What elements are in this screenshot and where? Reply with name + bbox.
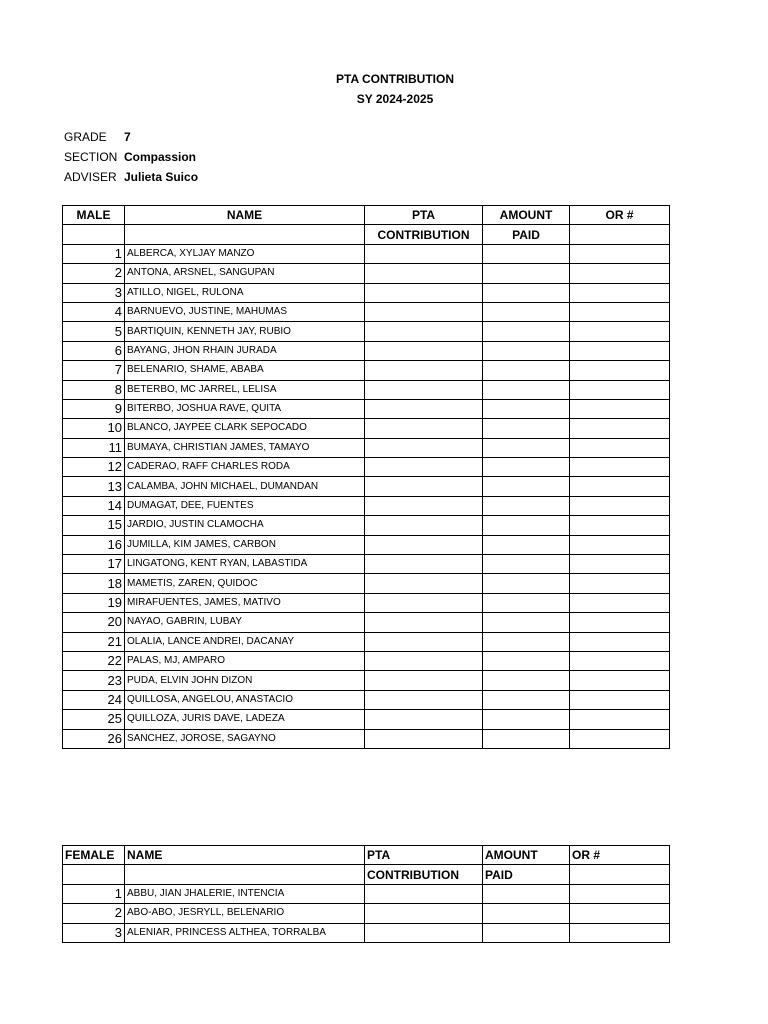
amount-paid-cell[interactable]	[483, 283, 570, 302]
amount-paid-cell[interactable]	[483, 904, 570, 923]
row-number: 5	[63, 322, 125, 341]
or-number-cell[interactable]	[570, 341, 670, 360]
grade-value: 7	[124, 130, 131, 144]
student-name: CALAMBA, JOHN MICHAEL, DUMANDAN	[125, 477, 365, 496]
or-number-cell[interactable]	[570, 555, 670, 574]
pta-contribution-cell[interactable]	[365, 380, 483, 399]
amount-paid-cell[interactable]	[483, 380, 570, 399]
table-row	[63, 671, 670, 690]
grade-label: GRADE	[64, 130, 107, 144]
table-row	[63, 535, 670, 554]
header-pta: CONTRIBUTION	[365, 225, 483, 244]
header-group	[63, 865, 125, 884]
header-amount: AMOUNT	[483, 846, 570, 865]
header-pta: PTA	[365, 846, 483, 865]
amount-paid-cell[interactable]	[483, 458, 570, 477]
student-name: SANCHEZ, JOROSE, SAGAYNO	[125, 729, 365, 748]
amount-paid-cell[interactable]	[483, 729, 570, 748]
section-value: Compassion	[124, 150, 197, 164]
table-row	[63, 904, 670, 923]
row-number: 9	[63, 399, 125, 418]
header-or: OR #	[570, 206, 670, 225]
header-or	[570, 225, 670, 244]
student-name: JUMILLA, KIM JAMES, CARBON	[125, 535, 365, 554]
or-number-cell[interactable]	[570, 729, 670, 748]
pta-contribution-cell[interactable]	[365, 671, 483, 690]
header-group: MALE	[63, 206, 125, 225]
student-name: BARNUEVO, JUSTINE, MAHUMAS	[125, 302, 365, 321]
row-number: 20	[63, 613, 125, 632]
or-number-cell[interactable]	[570, 690, 670, 709]
header-name	[125, 865, 365, 884]
or-number-cell[interactable]	[570, 613, 670, 632]
student-name: ABBU, JIAN JHALERIE, INTENCIA	[125, 884, 365, 903]
amount-paid-cell[interactable]	[483, 923, 570, 942]
row-number: 3	[63, 923, 125, 942]
pta-contribution-cell[interactable]	[365, 399, 483, 418]
pta-contribution-cell[interactable]	[365, 438, 483, 457]
table-row	[63, 419, 670, 438]
pta-contribution-cell[interactable]	[365, 632, 483, 651]
or-number-cell[interactable]	[570, 574, 670, 593]
row-number: 4	[63, 302, 125, 321]
row-number: 2	[63, 264, 125, 283]
pta-contribution-cell[interactable]	[365, 613, 483, 632]
row-number: 19	[63, 593, 125, 612]
student-name: MAMETIS, ZAREN, QUIDOC	[125, 574, 365, 593]
or-number-cell[interactable]	[570, 361, 670, 380]
student-name: JARDIO, JUSTIN CLAMOCHA	[125, 516, 365, 535]
section-field	[64, 150, 196, 164]
row-number: 24	[63, 690, 125, 709]
pta-contribution-cell[interactable]	[365, 341, 483, 360]
or-number-cell[interactable]	[570, 458, 670, 477]
row-number: 13	[63, 477, 125, 496]
amount-paid-cell[interactable]	[483, 341, 570, 360]
header-pta: PTA	[365, 206, 483, 225]
row-number: 10	[63, 419, 125, 438]
header-pta: CONTRIBUTION	[365, 865, 483, 884]
student-name: PUDA, ELVIN JOHN DIZON	[125, 671, 365, 690]
amount-paid-cell[interactable]	[483, 244, 570, 263]
amount-paid-cell[interactable]	[483, 264, 570, 283]
table-row	[63, 516, 670, 535]
student-name: BITERBO, JOSHUA RAVE, QUITA	[125, 399, 365, 418]
table-row	[63, 593, 670, 612]
or-number-cell[interactable]	[570, 477, 670, 496]
pta-contribution-cell[interactable]	[365, 516, 483, 535]
row-number: 23	[63, 671, 125, 690]
student-name: ALENIAR, PRINCESS ALTHEA, TORRALBA	[125, 923, 365, 942]
student-name: BUMAYA, CHRISTIAN JAMES, TAMAYO	[125, 438, 365, 457]
header-group: FEMALE	[63, 846, 125, 865]
or-number-cell[interactable]	[570, 923, 670, 942]
table-row	[63, 438, 670, 457]
student-name: CADERAO, RAFF CHARLES RODA	[125, 458, 365, 477]
row-number: 3	[63, 283, 125, 302]
amount-paid-cell[interactable]	[483, 399, 570, 418]
amount-paid-cell[interactable]	[483, 884, 570, 903]
table-row	[63, 477, 670, 496]
amount-paid-cell[interactable]	[483, 613, 570, 632]
school-year: SY 2024-2025	[356, 92, 434, 106]
header-name: NAME	[125, 846, 365, 865]
student-name: PALAS, MJ, AMPARO	[125, 651, 365, 670]
or-number-cell[interactable]	[570, 380, 670, 399]
table-row	[63, 923, 670, 942]
student-name: ALBERCA, XYLJAY MANZO	[125, 244, 365, 263]
row-number: 11	[63, 438, 125, 457]
pta-contribution-cell[interactable]	[365, 904, 483, 923]
table-row	[63, 458, 670, 477]
row-number: 12	[63, 458, 125, 477]
row-number: 8	[63, 380, 125, 399]
row-number: 2	[63, 904, 125, 923]
or-number-cell[interactable]	[570, 632, 670, 651]
amount-paid-cell[interactable]	[483, 555, 570, 574]
pta-contribution-cell[interactable]	[365, 574, 483, 593]
row-number: 1	[63, 244, 125, 263]
or-number-cell[interactable]	[570, 419, 670, 438]
table-row	[63, 729, 670, 748]
adviser-value: Julieta Suico	[124, 170, 199, 184]
amount-paid-cell[interactable]	[483, 419, 570, 438]
row-number: 22	[63, 651, 125, 670]
section-label: SECTION	[64, 150, 118, 164]
pta-contribution-cell[interactable]	[365, 729, 483, 748]
table-row	[63, 710, 670, 729]
header-amount: AMOUNT	[483, 206, 570, 225]
pta-contribution-cell[interactable]	[365, 690, 483, 709]
amount-paid-cell[interactable]	[483, 671, 570, 690]
or-number-cell[interactable]	[570, 244, 670, 263]
student-name: QUILLOZA, JURIS DAVE, LADEZA	[125, 710, 365, 729]
or-number-cell[interactable]	[570, 322, 670, 341]
adviser-label: ADVISER	[64, 170, 117, 184]
or-number-cell[interactable]	[570, 593, 670, 612]
row-number: 6	[63, 341, 125, 360]
header-row	[63, 846, 670, 865]
row-number: 7	[63, 361, 125, 380]
table-row	[63, 283, 670, 302]
or-number-cell[interactable]	[570, 651, 670, 670]
pta-contribution-cell[interactable]	[365, 923, 483, 942]
table-row	[63, 613, 670, 632]
student-name: ABO-ABO, JESRYLL, BELENARIO	[125, 904, 365, 923]
header-group	[63, 225, 125, 244]
table-row	[63, 264, 670, 283]
header-amount: PAID	[483, 225, 570, 244]
amount-paid-cell[interactable]	[483, 496, 570, 515]
pta-contribution-cell[interactable]	[365, 555, 483, 574]
pta-contribution-cell[interactable]	[365, 264, 483, 283]
student-name: BLANCO, JAYPEE CLARK SEPOCADO	[125, 419, 365, 438]
or-number-cell[interactable]	[570, 264, 670, 283]
table-row	[63, 341, 670, 360]
pta-contribution-cell[interactable]	[365, 302, 483, 321]
amount-paid-cell[interactable]	[483, 361, 570, 380]
pta-contribution-cell[interactable]	[365, 322, 483, 341]
pta-contribution-cell[interactable]	[365, 593, 483, 612]
table-row	[63, 690, 670, 709]
header-or: OR #	[570, 846, 670, 865]
header-name: NAME	[125, 206, 365, 225]
table-row	[63, 302, 670, 321]
amount-paid-cell[interactable]	[483, 690, 570, 709]
pta-contribution-cell[interactable]	[365, 283, 483, 302]
or-number-cell[interactable]	[570, 283, 670, 302]
or-number-cell[interactable]	[570, 399, 670, 418]
amount-paid-cell[interactable]	[483, 710, 570, 729]
table-row	[63, 632, 670, 651]
row-number: 18	[63, 574, 125, 593]
pta-contribution-cell[interactable]	[365, 651, 483, 670]
row-number: 14	[63, 496, 125, 515]
table-row	[63, 380, 670, 399]
row-number: 26	[63, 729, 125, 748]
amount-paid-cell[interactable]	[483, 477, 570, 496]
amount-paid-cell[interactable]	[483, 593, 570, 612]
adviser-field	[64, 170, 198, 184]
student-name: MIRAFUENTES, JAMES, MATIVO	[125, 593, 365, 612]
row-number: 1	[63, 884, 125, 903]
amount-paid-cell[interactable]	[483, 632, 570, 651]
male-table	[62, 205, 670, 749]
pta-contribution-cell[interactable]	[365, 710, 483, 729]
student-name: BAYANG, JHON RHAIN JURADA	[125, 341, 365, 360]
student-name: NAYAO, GABRIN, LUBAY	[125, 613, 365, 632]
pta-contribution-cell[interactable]	[365, 477, 483, 496]
header-row	[63, 225, 670, 244]
table-row	[63, 651, 670, 670]
student-name: LINGATONG, KENT RYAN, LABASTIDA	[125, 555, 365, 574]
amount-paid-cell[interactable]	[483, 438, 570, 457]
amount-paid-cell[interactable]	[483, 574, 570, 593]
table-row	[63, 361, 670, 380]
table-row	[63, 399, 670, 418]
row-number: 21	[63, 632, 125, 651]
pta-contribution-cell[interactable]	[365, 244, 483, 263]
header-amount: PAID	[483, 865, 570, 884]
pta-contribution-cell[interactable]	[365, 458, 483, 477]
table-row	[63, 496, 670, 515]
or-number-cell[interactable]	[570, 496, 670, 515]
amount-paid-cell[interactable]	[483, 322, 570, 341]
header-row	[63, 206, 670, 225]
student-name: ATILLO, NIGEL, RULONA	[125, 283, 365, 302]
row-number: 17	[63, 555, 125, 574]
or-number-cell[interactable]	[570, 671, 670, 690]
table-row	[63, 244, 670, 263]
female-table	[62, 845, 670, 943]
pta-contribution-cell[interactable]	[365, 884, 483, 903]
student-name: BETERBO, MC JARREL, LELISA	[125, 380, 365, 399]
amount-paid-cell[interactable]	[483, 535, 570, 554]
table-row	[63, 574, 670, 593]
amount-paid-cell[interactable]	[483, 651, 570, 670]
table-row	[63, 884, 670, 903]
or-number-cell[interactable]	[570, 302, 670, 321]
row-number: 16	[63, 535, 125, 554]
student-name: BELENARIO, SHAME, ABABA	[125, 361, 365, 380]
row-number: 25	[63, 710, 125, 729]
or-number-cell[interactable]	[570, 904, 670, 923]
header-name	[125, 225, 365, 244]
table-row	[63, 322, 670, 341]
or-number-cell[interactable]	[570, 535, 670, 554]
or-number-cell[interactable]	[570, 438, 670, 457]
student-name: ANTONA, ARSNEL, SANGUPAN	[125, 264, 365, 283]
or-number-cell[interactable]	[570, 710, 670, 729]
row-number: 15	[63, 516, 125, 535]
document-title: PTA CONTRIBUTION	[336, 72, 454, 86]
header-row	[63, 865, 670, 884]
student-name: QUILLOSA, ANGELOU, ANASTACIO	[125, 690, 365, 709]
student-name: OLALIA, LANCE ANDREI, DACANAY	[125, 632, 365, 651]
amount-paid-cell[interactable]	[483, 302, 570, 321]
header-or	[570, 865, 670, 884]
pta-contribution-cell[interactable]	[365, 496, 483, 515]
student-name: BARTIQUIN, KENNETH JAY, RUBIO	[125, 322, 365, 341]
student-name: DUMAGAT, DEE, FUENTES	[125, 496, 365, 515]
grade-field	[64, 130, 131, 144]
amount-paid-cell[interactable]	[483, 516, 570, 535]
pta-contribution-cell[interactable]	[365, 535, 483, 554]
table-row	[63, 555, 670, 574]
or-number-cell[interactable]	[570, 516, 670, 535]
pta-contribution-cell[interactable]	[365, 419, 483, 438]
or-number-cell[interactable]	[570, 884, 670, 903]
pta-contribution-cell[interactable]	[365, 361, 483, 380]
